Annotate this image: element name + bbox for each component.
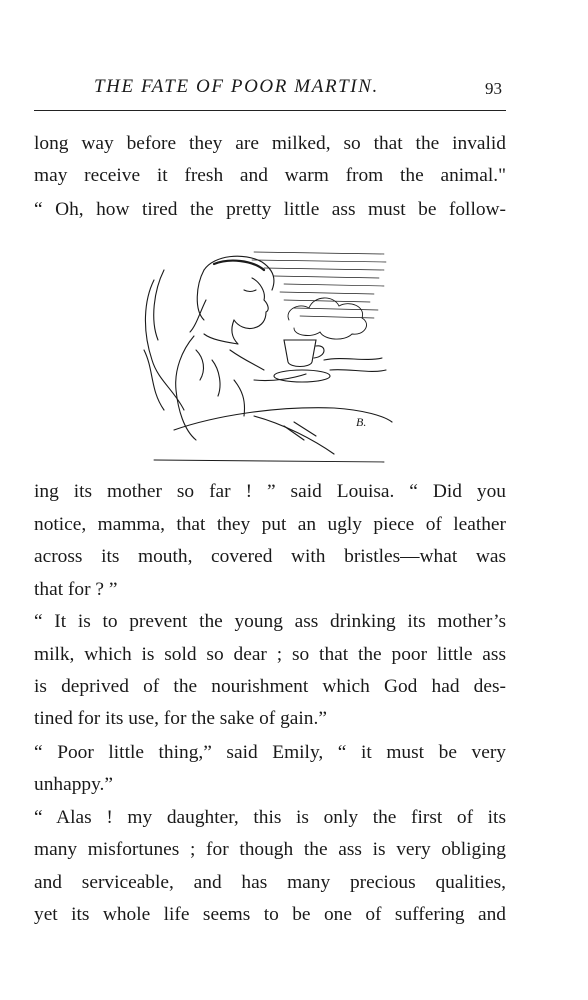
text-line: ing its mother so far ! ” said Louisa. “ Did you	[34, 481, 506, 502]
text-line: yet its whole life seems to be one of suffering and	[34, 904, 506, 925]
running-title: THE FATE OF POOR MARTIN.	[94, 76, 379, 97]
steam-cloud	[288, 298, 367, 339]
cup	[284, 340, 316, 367]
text-line: many misfortunes ; for though the ass is very obliging	[34, 839, 506, 860]
saucer	[274, 370, 330, 382]
text-line: and serviceable, and has many precious qualities,	[34, 872, 506, 893]
artist-signature: B.	[356, 415, 367, 429]
text-line: across its mouth, covered with bristles—what was	[34, 546, 506, 567]
face-profile	[234, 278, 268, 329]
woman-in-bed-with-cup-illustration	[134, 240, 394, 468]
text-line: “ Alas ! my daughter, this is only the first of its	[34, 807, 506, 828]
page-number: 93	[485, 79, 502, 98]
text-line: tined for its use, for the sake of gain.”	[34, 708, 327, 729]
text-line: long way before they are milked, so that the invalid	[34, 133, 506, 154]
background-hatching	[252, 252, 386, 318]
running-header	[34, 72, 506, 106]
text-line: is deprived of the nourishment which God had des-	[34, 676, 506, 697]
pillow	[145, 280, 184, 410]
text-line: that for ? ”	[34, 579, 118, 600]
text-line: “ Oh, how tired the pretty little ass must be follow-	[34, 199, 506, 220]
text-line: may receive it fresh and warm from the animal."	[34, 165, 506, 186]
text-line: “ Poor little thing,” said Emily, “ it must be very	[34, 742, 506, 763]
text-line: milk, which is sold so dear ; so that the poor little ass	[34, 644, 506, 665]
header-rule	[34, 110, 506, 111]
text-line: unhappy.”	[34, 774, 113, 795]
text-line: notice, mamma, that they put an ugly piece of leather	[34, 514, 506, 535]
text-line: “ It is to prevent the young ass drinking its mother’s	[34, 611, 506, 632]
